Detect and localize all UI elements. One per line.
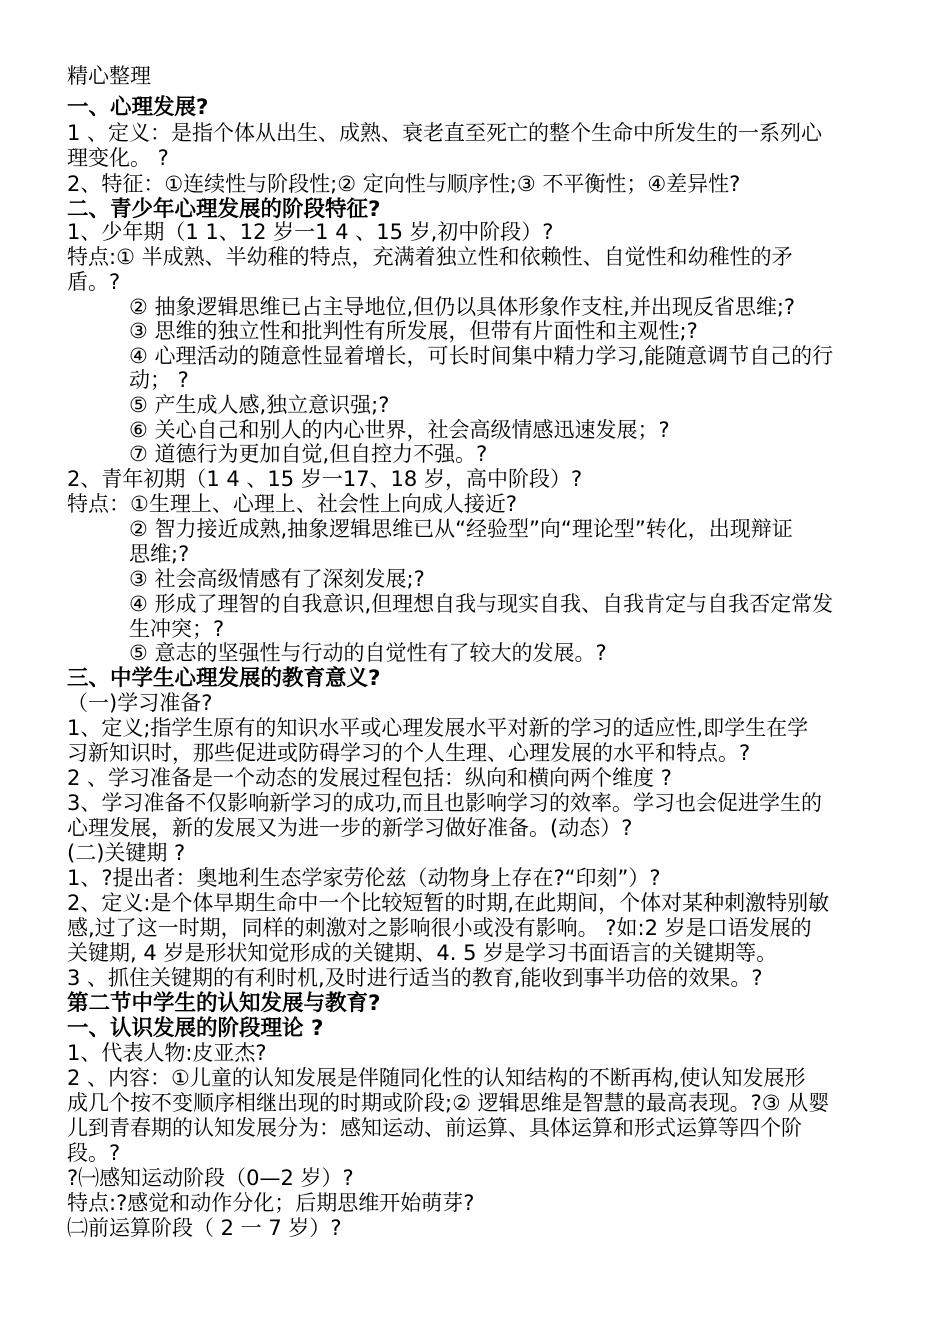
text-line: 2、青年初期（1 4 、15 岁一17、18 岁，高中阶段）? [67, 467, 583, 491]
text-line: ⑥ 关心自己和别人的内心世界，社会高级情感迅速发展；? [129, 418, 670, 442]
subsection-heading: ㈡前运算阶段（ 2 一 7 岁）? [67, 1216, 342, 1240]
text-line: 2 、学习准备是一个动态的发展过程包括：纵向和横向两个维度 ? [67, 766, 672, 790]
text-line: ⑤ 意志的坚强性与行动的自觉性有了较大的发展。? [129, 641, 607, 665]
text-line: ③ 思维的独立性和批判性有所发展，但带有片面性和主观性;? [129, 319, 698, 343]
text-line: 特点:?感觉和动作分化；后期思维开始萌芽? [67, 1191, 475, 1215]
text-line: ⑦ 道德行为更加自觉,但自控力不强。? [129, 442, 488, 466]
text-line: ③ 社会高级情感有了深刻发展;? [129, 567, 425, 591]
text-line: 3、学习准备不仅影响新学习的成功,而且也影响学习的效率。学习也会促进学生的 [67, 791, 823, 815]
text-line: 1、?提出者：奥地利生态学家劳伦兹（动物身上存在?“印刻”）? [67, 866, 661, 890]
section-heading: 一、认识发展的阶段理论 ? [67, 1016, 324, 1041]
text-line: 2、特征：①连续性与阶段性;② 定向性与顺序性;③ 不平衡性；④差异性? [67, 172, 741, 196]
text-line: 心理发展，新的发展又为进一步的新学习做好准备。(动态）? [67, 816, 633, 840]
text-line: 段。? [67, 1141, 121, 1165]
section-heading: 一、心理发展? [67, 95, 209, 120]
text-line: 1、少年期（1 1、12 岁一1 4 、15 岁,初中阶段）? [67, 220, 554, 244]
text-line: 1、定义;指学生原有的知识水平或心理发展水平对新的学习的适应性,即学生在学 [67, 716, 809, 740]
text-line: 1、代表人物:皮亚杰? [67, 1041, 267, 1065]
section-heading: 二、青少年心理发展的阶段特征? [67, 197, 381, 222]
text-line: ④ 形成了理智的自我意识,但理想自我与现实自我、自我肯定与自我否定常发 [129, 592, 834, 616]
text-line: 理变化。 ? [67, 146, 169, 170]
text-line: 生冲突；? [129, 617, 225, 641]
text-line: 2、定义:是个体早期生命中一个比较短暂的时期,在此期间，个体对某种刺激特别敏 [67, 891, 830, 915]
text-line: ⑤ 产生成人感,独立意识强;? [129, 393, 390, 417]
text-line: ④ 心理活动的随意性显着增长，可长时间集中精力学习,能随意调节自己的行 [129, 344, 834, 368]
text-line: 特点：①生理上、心理上、社会性上向成人接近? [67, 492, 517, 516]
text-line: 盾。? [67, 270, 121, 294]
text-line: 习新知识时，那些促进或防碍学习的个人生理、心理发展的水平和特点。? [67, 741, 751, 765]
text-line: 特点:① 半成熟、半幼稚的特点，充满着独立性和依赖性、自觉性和幼稚性的矛 [67, 245, 793, 269]
text-line: 2 、内容：①儿童的认知发展是伴随同化性的认知结构的不断再构,使认知发展形 [67, 1066, 806, 1090]
text-line: 关键期, 4 岁是形状知觉形成的关键期、4. 5 岁是学习书面语言的关键期等。 [67, 941, 778, 965]
section-heading: 三、中学生心理发展的教育意义? [67, 666, 381, 691]
subsection-heading: ?㈠感知运动阶段（0—2 岁）? [67, 1166, 354, 1190]
text-line: 成几个按不变顺序相继出现的时期或阶段;② 逻辑思维是智慧的最高表现。?③ 从婴 [67, 1091, 830, 1115]
text-line: 动； ? [129, 368, 189, 392]
subsection-heading: （一)学习准备? [67, 691, 213, 715]
text-line: ② 智力接近成熟,抽象逻辑思维已从“经验型”向“理论型”转化，出现辩证 [129, 517, 793, 541]
text-line: 儿到青春期的认知发展分为：感知运动、前运算、具体运算和形式运算等四个阶 [67, 1116, 802, 1140]
text-line: 1 、定义：是指个体从出生、成熟、衰老直至死亡的整个生命中所发生的一系列心 [67, 121, 823, 145]
page-header: 精心整理 [67, 64, 151, 88]
text-line: 感,过了这一时期，同样的刺激对之影响很小或没有影响。 ?如:2 岁是口语发展的 [67, 916, 812, 940]
chapter-heading: 第二节中学生的认知发展与教育? [67, 991, 381, 1016]
text-line: ② 抽象逻辑思维已占主导地位,但仍以具体形象作支柱,并出现反省思维;? [129, 295, 796, 319]
text-line: 3 、抓住关键期的有利时机,及时进行适当的教育,能收到事半功倍的效果。? [67, 966, 763, 990]
text-line: 思维;? [129, 542, 190, 566]
subsection-heading: (二)关键期 ? [67, 841, 186, 865]
